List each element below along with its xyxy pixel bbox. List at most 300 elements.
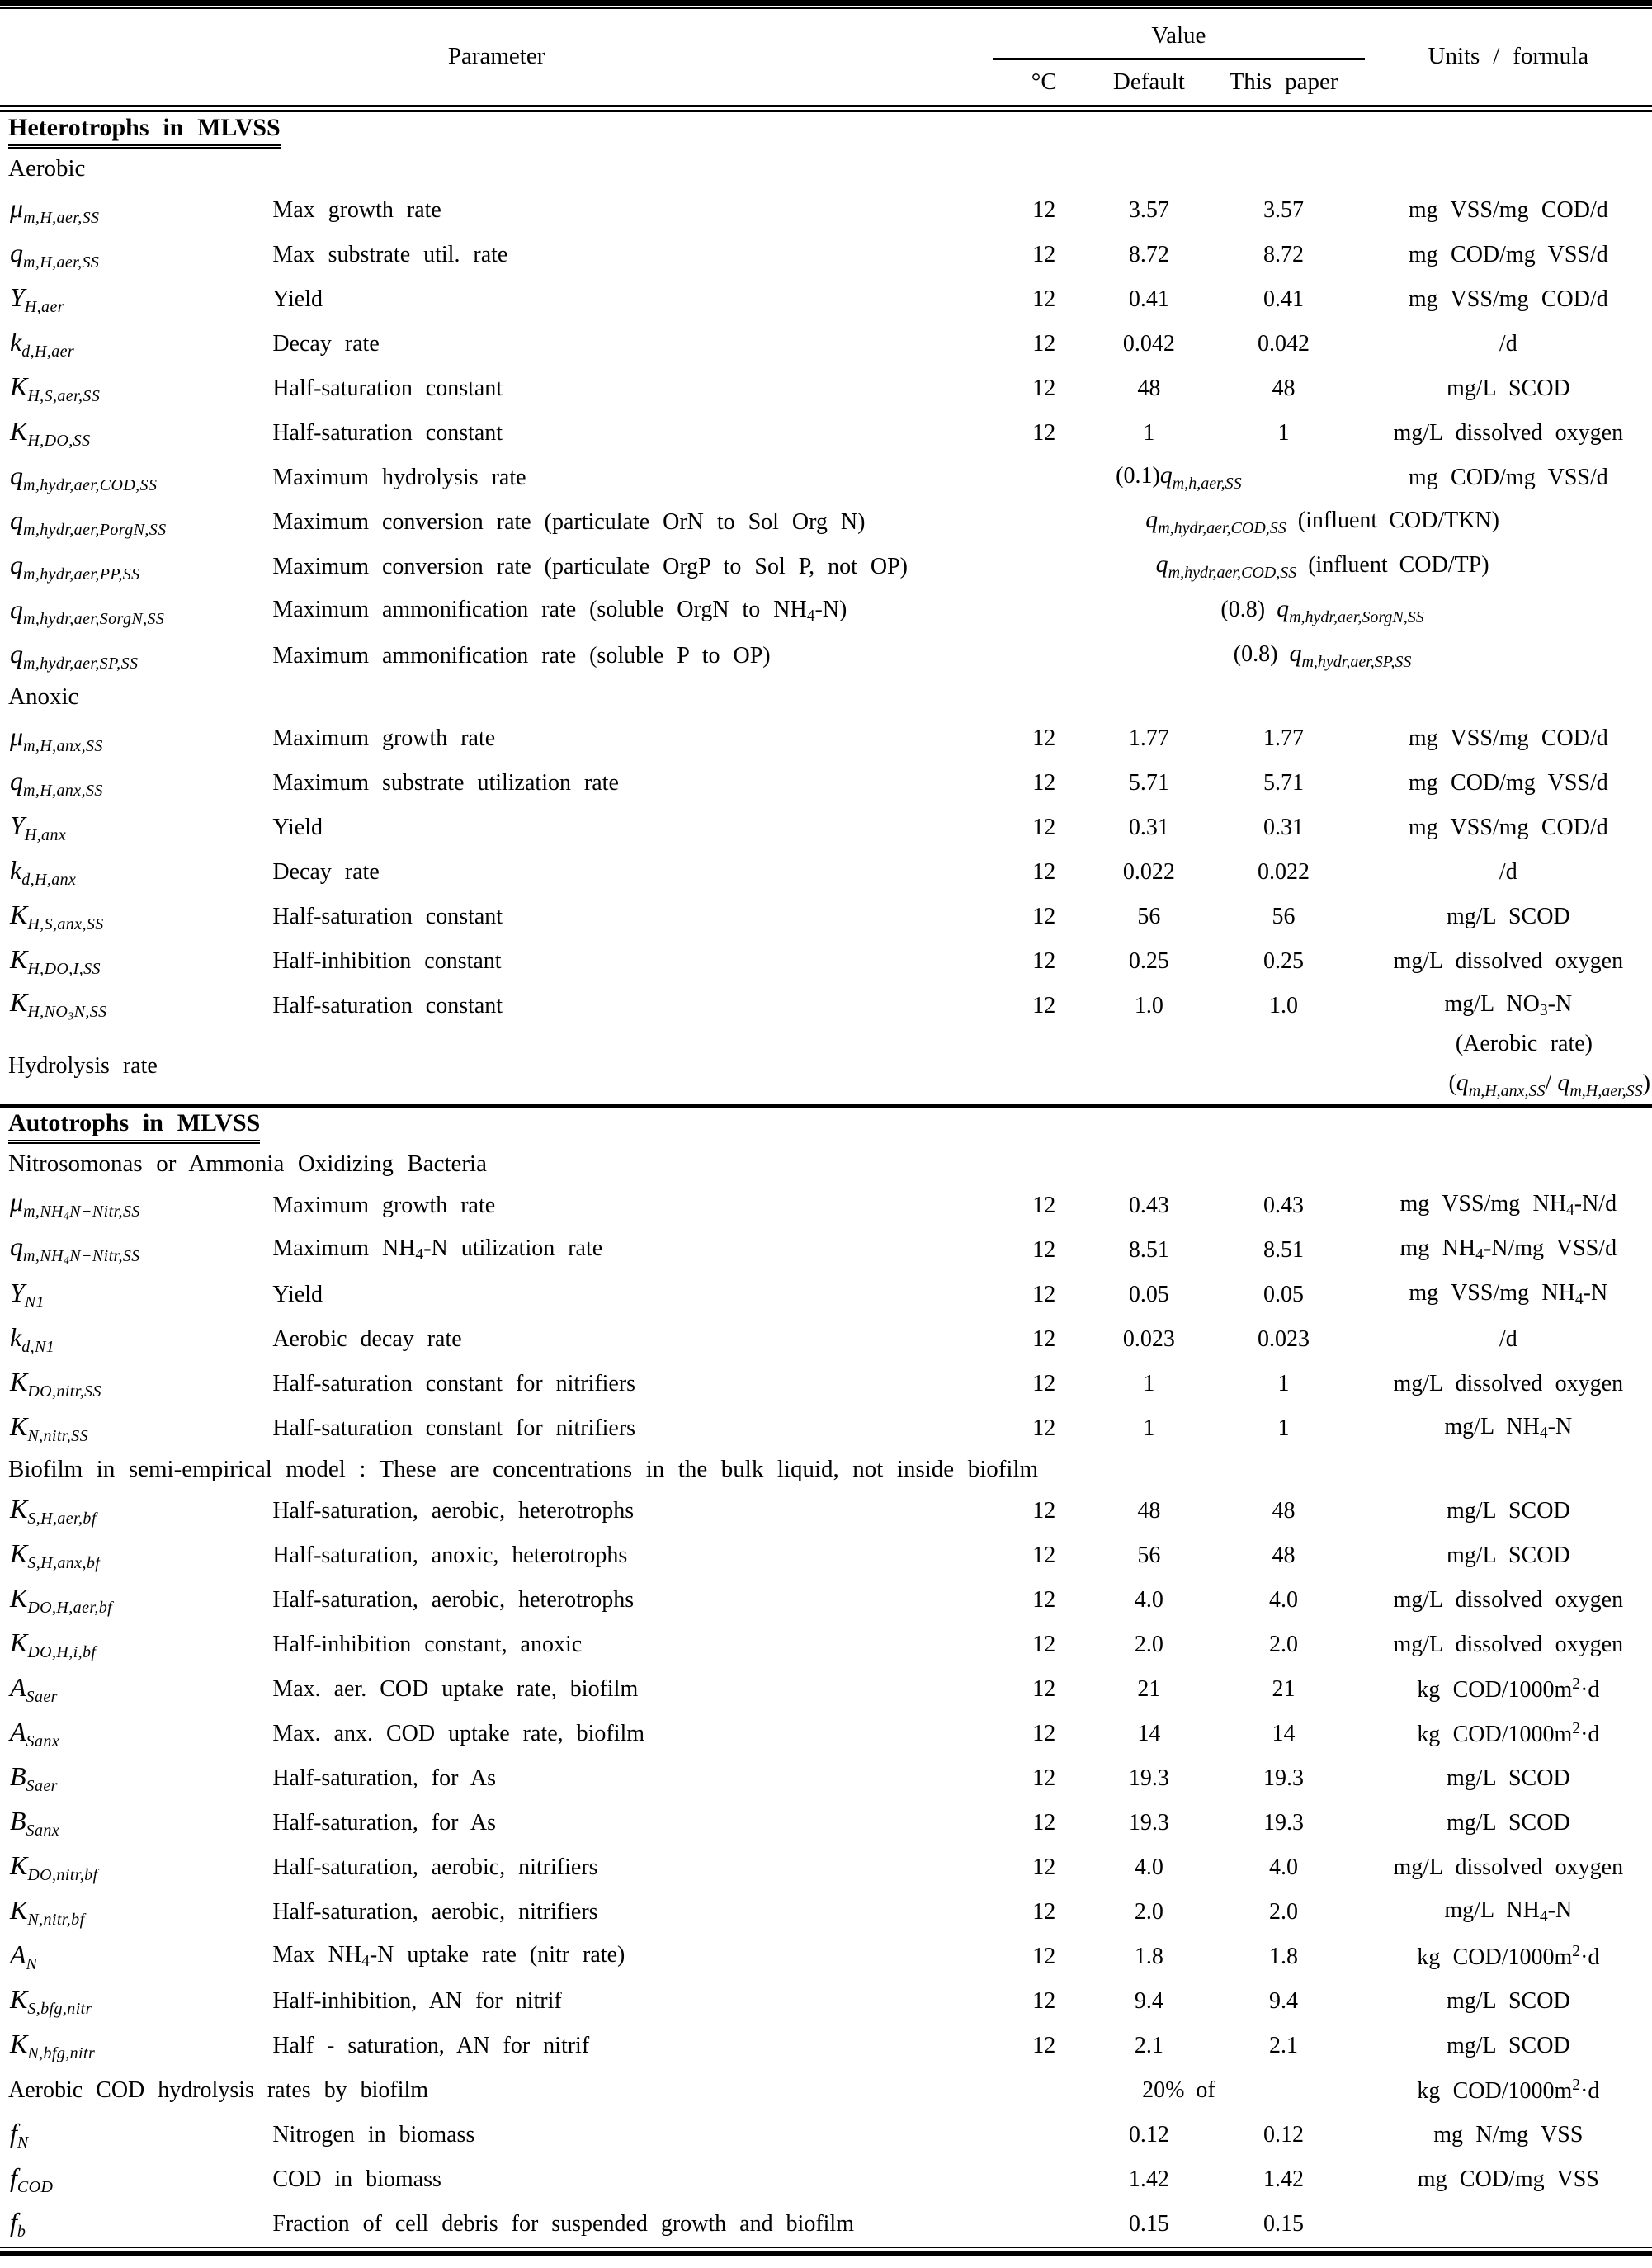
param-description: Half-saturation constant for nitrifiers — [272, 1415, 636, 1441]
param-symbol: $\mu_{m,H,anx,SS}$ — [10, 721, 103, 755]
units-value: mg COD/mg VSS/d — [1408, 464, 1608, 490]
temperature-value: 12 — [1032, 1854, 1056, 1880]
formula-value: $(0.1)q_{m,h,aer,SS}$ — [1116, 461, 1242, 493]
percent-value: 20% of — [1142, 2077, 1215, 2103]
temperature-value: 12 — [1032, 1370, 1056, 1396]
units-formula — [993, 1028, 1652, 1106]
temperature-value: 12 — [1032, 725, 1056, 751]
this-paper-value: 0.023 — [1258, 1325, 1310, 1352]
units-value: kg COD/$1000m^2\cdot d$ — [1417, 1719, 1600, 1747]
section-label-cell: Nitrosomonas or Ammonia Oxidizing Bacteria — [8, 1151, 487, 1177]
section-label-cell — [0, 108, 1652, 150]
temperature-value: 12 — [1032, 1586, 1056, 1613]
temperature-value: 12 — [1032, 196, 1056, 223]
param-description: Maximum growth rate — [272, 725, 496, 751]
units-value: kg COD/$1000m^2\cdot d$ — [1417, 2076, 1600, 2104]
units-value: mg/L SCOD — [1446, 903, 1570, 929]
default-value: 8.72 — [1128, 241, 1169, 267]
table-row — [0, 1756, 1652, 1801]
param-symbol: $f_N$ — [10, 2117, 29, 2152]
section-label-cell: Aerobic — [8, 155, 86, 182]
param-symbol: $q_{m,hydr,aer,COD,SS}$ — [10, 460, 158, 494]
param-description: Half-inhibition constant, anoxic — [272, 1631, 583, 1657]
param-description: Maximum substrate utilization rate — [272, 769, 619, 796]
this-paper-value: 9.4 — [1269, 1987, 1299, 2014]
temperature-value: 12 — [1032, 1720, 1056, 1746]
table-row — [0, 634, 1652, 678]
default-value: 0.31 — [1128, 814, 1169, 840]
default-value: 0.25 — [1128, 947, 1169, 974]
section-title: Autotrophs in MLVSS — [8, 1109, 260, 1144]
default-value: 19.3 — [1128, 1765, 1169, 1791]
param-symbol: $A_{Sanx}$ — [10, 1716, 60, 1751]
param-description: Maximum growth rate — [272, 1192, 496, 1218]
table-row — [0, 2157, 1652, 2202]
table-row — [0, 108, 1652, 150]
param-description: Maximum conversion rate (particulate OrgP to Sol P, not OP) — [272, 553, 908, 579]
units-value: mg VSS/mg COD/d — [1408, 286, 1608, 312]
this-paper-value: 14 — [1272, 1720, 1296, 1746]
this-paper-value: 1.77 — [1263, 725, 1305, 751]
section-title: Heterotrophs in MLVSS — [8, 114, 281, 149]
temperature-value: 12 — [1032, 1765, 1056, 1791]
table-row — [0, 716, 1652, 761]
section-label-cell: Biofilm in semi-empirical model : These are concentrations in the bulk liquid, not inside biofilm — [8, 1456, 1039, 1482]
temperature-value: 12 — [1032, 241, 1056, 267]
param-description: Max substrate util. rate — [272, 241, 508, 267]
param-symbol: $q_{m,hydr,aer,SorgN,SS}$ — [10, 593, 165, 628]
units-value: mg/L SCOD — [1446, 1497, 1570, 1524]
param-symbol: $K_{H,NO_3N,SS}$ — [10, 987, 107, 1023]
temperature-value — [993, 2202, 1095, 2247]
param-symbol: $q_{m,NH_4N-Nitr,SS}$ — [10, 1231, 140, 1268]
units-value: mg COD/mg VSS/d — [1408, 769, 1608, 796]
param-symbol: $k_{d,N1}$ — [10, 1321, 55, 1356]
param-description: Half-saturation, aerobic, nitrifiers — [272, 1854, 598, 1880]
temperature-value: 12 — [1032, 1542, 1056, 1568]
param-description: Half - saturation, AN for nitrif — [272, 2032, 590, 2058]
param-symbol: $q_{m,hydr,aer,SP,SS}$ — [10, 638, 139, 673]
formula-value: $q_{m,hydr,aer,COD,SS}$ (influent COD/TKN) — [1145, 506, 1499, 537]
param-symbol: $\mu_{m,NH_4N-Nitr,SS}$ — [10, 1187, 140, 1223]
default-value: 56 — [1137, 903, 1161, 929]
param-description: Yield — [272, 814, 323, 840]
default-value: 0.41 — [1128, 286, 1169, 312]
table-row — [0, 1623, 1652, 1667]
param-description: Half-saturation, for As — [272, 1809, 496, 1836]
temperature-value — [993, 2113, 1095, 2157]
temperature-value: 12 — [1032, 1631, 1056, 1657]
param-description: Half-saturation, aerobic, heterotrophs — [272, 1497, 635, 1524]
this-paper-value: 8.51 — [1263, 1236, 1305, 1263]
param-symbol: $k_{d,H,anx}$ — [10, 854, 77, 889]
table-row — [0, 2068, 1652, 2113]
param-description: Decay rate — [272, 858, 380, 885]
this-paper-value: 5.71 — [1263, 769, 1305, 796]
table-row — [0, 545, 1652, 589]
temperature-value: 12 — [1032, 769, 1056, 796]
this-paper-value: 1.8 — [1269, 1943, 1299, 1969]
param-symbol: $K_{H,S,anx,SS}$ — [10, 899, 104, 933]
param-description: Half-inhibition, AN for nitrif — [272, 1987, 562, 2014]
default-value: 0.022 — [1122, 858, 1175, 885]
default-value: 48 — [1137, 375, 1161, 401]
param-symbol: $K_{S,H,aer,bf}$ — [10, 1493, 97, 1528]
units-value: mg VSS/mg COD/d — [1408, 196, 1608, 223]
table-row — [0, 1890, 1652, 1935]
param-description: Max growth rate — [272, 196, 441, 223]
temperature-value: 12 — [1032, 375, 1056, 401]
param-symbol: $K_{H,S,aer,SS}$ — [10, 371, 101, 405]
units-value: mg/L dissolved oxygen — [1393, 947, 1624, 974]
default-value: 21 — [1137, 1675, 1161, 1702]
temperature-value: 12 — [1032, 286, 1056, 312]
this-paper-value: 8.72 — [1263, 241, 1305, 267]
units-value: mg COD/mg VSS/d — [1408, 241, 1608, 267]
value-group-header — [993, 9, 1364, 60]
table-body — [0, 108, 1652, 2247]
table-row — [0, 984, 1652, 1028]
this-paper-value: 0.05 — [1263, 1281, 1305, 1307]
param-description: Half-saturation constant for nitrifiers — [272, 1370, 636, 1396]
table-row — [0, 277, 1652, 322]
units-value: mg/L SCOD — [1446, 1765, 1570, 1791]
default-value: 1.8 — [1134, 1943, 1163, 1969]
param-description: COD in biomass — [272, 2166, 441, 2192]
this-paper-value: 48 — [1272, 1497, 1296, 1524]
param-symbol: $f_{COD}$ — [10, 2162, 54, 2196]
param-description: Aerobic decay rate — [272, 1325, 462, 1352]
units-value: /d — [1499, 1325, 1517, 1352]
units-value: /d — [1499, 858, 1517, 885]
param-description: Maximum conversion rate (particulate OrN to Sol Org N) — [272, 508, 866, 535]
temperature-value: 12 — [1032, 1236, 1056, 1263]
param-symbol: $q_{m,H,anx,SS}$ — [10, 765, 103, 800]
this-paper-value: 0.41 — [1263, 286, 1305, 312]
temperature-value: 12 — [1032, 1943, 1056, 1969]
table-row — [0, 1489, 1652, 1533]
top-rule — [0, 0, 1652, 9]
default-value: 0.042 — [1122, 330, 1175, 357]
default-value: 1.77 — [1128, 725, 1169, 751]
units-value: /d — [1499, 330, 1517, 357]
temperature-value: 12 — [1032, 903, 1056, 929]
temperature-column-header: °C — [993, 60, 1095, 108]
temperature-value: 12 — [1032, 1675, 1056, 1702]
units-value: mg VSS/mg $NH_4-N/d$ — [1399, 1191, 1617, 1219]
param-symbol: $\mu_{m,H,aer,SS}$ — [10, 192, 100, 227]
units-value: mg VSS/mg $NH_4-N$ — [1409, 1280, 1608, 1308]
table-row — [0, 411, 1652, 456]
this-paper-value: 1.42 — [1263, 2166, 1305, 2192]
temperature-value: 12 — [1032, 419, 1056, 446]
default-value: 48 — [1137, 1497, 1161, 1524]
param-description: Yield — [272, 1281, 323, 1307]
table-row — [0, 366, 1652, 411]
temperature-value: 12 — [1032, 1325, 1056, 1352]
param-symbol: $q_{m,hydr,aer,PorgN,SS}$ — [10, 504, 167, 539]
units-value: mg/L $NO_3-N$ — [1444, 991, 1573, 1019]
temperature-value: 12 — [1032, 2032, 1056, 2058]
default-value: 2.0 — [1134, 1631, 1163, 1657]
table-row — [0, 150, 1652, 188]
default-value: 56 — [1137, 1542, 1161, 1568]
default-value: 5.71 — [1128, 769, 1169, 796]
this-paper-value: 4.0 — [1269, 1586, 1299, 1613]
default-value: 14 — [1137, 1720, 1161, 1746]
param-description: Half-saturation constant — [272, 903, 503, 929]
param-description: Max. aer. COD uptake rate, biofilm — [272, 1675, 639, 1702]
section-label-cell: Anoxic — [8, 683, 79, 710]
units-value: mg/L SCOD — [1446, 1987, 1570, 2014]
bottom-rule — [0, 2247, 1652, 2256]
temperature-value: 12 — [1032, 1898, 1056, 1925]
table-row — [0, 2113, 1652, 2157]
table-row — [0, 1979, 1652, 2024]
param-symbol: $Y_{N1}$ — [10, 1277, 45, 1311]
section-label-cell — [0, 1106, 1652, 1146]
this-paper-value: 2.0 — [1269, 1898, 1299, 1925]
units-value: mg/L $NH_4-N$ — [1444, 1897, 1573, 1925]
units-value: mg/L dissolved oxygen — [1393, 1586, 1624, 1613]
table-row — [0, 806, 1652, 850]
param-symbol: $k_{d,H,aer}$ — [10, 326, 75, 361]
param-description: Max. anx. COD uptake rate, biofilm — [272, 1720, 645, 1746]
table-row — [0, 1935, 1652, 1979]
aerobic-rate-note: (Aerobic rate) — [1455, 1031, 1593, 1056]
temperature-value: 12 — [1032, 947, 1056, 974]
temperature-value: 12 — [1032, 1281, 1056, 1307]
default-value: 1.42 — [1128, 2166, 1169, 2192]
default-value: 0.023 — [1122, 1325, 1175, 1352]
table-row — [0, 233, 1652, 277]
default-value: 9.4 — [1134, 1987, 1163, 2014]
this-paper-value: 0.15 — [1263, 2210, 1305, 2237]
default-value: 0.12 — [1128, 2121, 1169, 2148]
this-paper-value: 0.25 — [1263, 947, 1305, 974]
param-symbol: $K_{S,H,anx,bf}$ — [10, 1538, 101, 1572]
param-description: Maximum ammonification rate (soluble P to OP) — [272, 642, 771, 669]
table-row — [0, 500, 1652, 545]
temperature-value: 12 — [1032, 1192, 1056, 1218]
default-value: 2.0 — [1134, 1898, 1163, 1925]
rate-ratio-formula: ($q_{m,H,anx,SS}/$ $q_{m,H,aer,SS}$) — [1448, 1069, 1650, 1100]
param-symbol: $K_{DO,H,aer,bf}$ — [10, 1582, 113, 1617]
this-paper-column-header: This paper — [1202, 60, 1364, 108]
default-value: 1 — [1143, 419, 1155, 446]
table-row — [0, 1028, 1652, 1106]
table-row — [0, 1712, 1652, 1756]
formula-value: (0.8) $q_{m,hydr,aer,SP,SS}$ — [1233, 640, 1412, 671]
param-symbol: $A_N$ — [10, 1939, 38, 1973]
default-value: 3.57 — [1128, 196, 1169, 223]
this-paper-value: 2.0 — [1269, 1631, 1299, 1657]
parameter-table — [0, 9, 1652, 2247]
units-value: mg/L dissolved oxygen — [1393, 419, 1624, 446]
param-symbol: $K_{N,nitr,bf}$ — [10, 1894, 85, 1929]
units-value: mg/L dissolved oxygen — [1393, 1854, 1624, 1880]
table-row — [0, 1451, 1652, 1489]
units-value: mg/L dissolved oxygen — [1393, 1631, 1624, 1657]
param-description: Fraction of cell debris for suspended growth and biofilm — [272, 2210, 854, 2237]
param-description: Half-saturation constant — [272, 992, 503, 1018]
table-row — [0, 678, 1652, 716]
param-symbol: $K_{H,DO,I,SS}$ — [10, 943, 101, 978]
this-paper-value: 3.57 — [1263, 196, 1305, 223]
parameter-column-header: Parameter — [0, 9, 993, 108]
param-symbol: $K_{DO,nitr,bf}$ — [10, 1850, 98, 1884]
this-paper-value: 4.0 — [1269, 1854, 1299, 1880]
param-description: Maximum hydrolysis rate — [272, 464, 526, 490]
table-row — [0, 895, 1652, 939]
default-value: 2.1 — [1134, 2032, 1163, 2058]
temperature-value: 12 — [1032, 1415, 1056, 1441]
default-value: 1 — [1143, 1370, 1155, 1396]
temperature-value: 12 — [1032, 1497, 1056, 1524]
table-row — [0, 1845, 1652, 1890]
table-row — [0, 1228, 1652, 1273]
this-paper-value: 0.022 — [1258, 858, 1310, 885]
default-value: 0.15 — [1128, 2210, 1169, 2237]
this-paper-value: 56 — [1272, 903, 1296, 929]
this-paper-value: 0.12 — [1263, 2121, 1305, 2148]
temperature-value: 12 — [1032, 858, 1056, 885]
units-value: kg COD/$1000m^2\cdot d$ — [1417, 1675, 1600, 1703]
param-description: Yield — [272, 286, 323, 312]
table-row — [0, 1184, 1652, 1228]
this-paper-value: 1 — [1277, 1370, 1290, 1396]
table-row — [0, 1801, 1652, 1845]
value-group-label: Value — [993, 22, 1364, 60]
param-symbol: $f_b$ — [10, 2206, 26, 2241]
param-symbol: $K_{N,nitr,SS}$ — [10, 1410, 88, 1445]
param-description: Max $NH_4-N$ uptake rate (nitr rate) — [272, 1942, 625, 1970]
param-symbol: $K_{DO,nitr,SS}$ — [10, 1366, 101, 1401]
table-row — [0, 1578, 1652, 1623]
param-symbol: $B_{Sanx}$ — [10, 1805, 60, 1840]
units-value: mg/L SCOD — [1446, 2032, 1570, 2058]
default-value: 8.51 — [1128, 1236, 1169, 1263]
table-row — [0, 589, 1652, 634]
temperature-value: 12 — [1032, 1809, 1056, 1836]
param-symbol: $q_{m,H,aer,SS}$ — [10, 237, 100, 272]
units-value: mg VSS/mg COD/d — [1408, 814, 1608, 840]
table-row — [0, 1667, 1652, 1712]
table-row — [0, 761, 1652, 806]
param-symbol: $q_{m,hydr,aer,PP,SS}$ — [10, 549, 140, 584]
temperature-value: 12 — [1032, 330, 1056, 357]
this-paper-value: 1.0 — [1269, 992, 1299, 1018]
default-value: 0.43 — [1128, 1192, 1169, 1218]
units-value: mg COD/mg VSS — [1417, 2166, 1599, 2192]
units-value: mg/L SCOD — [1446, 375, 1570, 401]
table-row — [0, 1273, 1652, 1317]
param-description: Half-saturation, for As — [272, 1765, 496, 1791]
param-description: Maximum $NH_4-N$ utilization rate — [272, 1236, 603, 1264]
param-description: Maximum ammonification rate (soluble OrgN to $NH_4-N$) — [272, 597, 847, 625]
default-value: 4.0 — [1134, 1586, 1163, 1613]
table-row — [0, 1317, 1652, 1362]
table-row — [0, 188, 1652, 233]
param-symbol: $Y_{H,aer}$ — [10, 281, 64, 316]
temperature-value: 12 — [1032, 1987, 1056, 2014]
units-value: mg/L SCOD — [1446, 1542, 1570, 1568]
table-row — [0, 1406, 1652, 1451]
this-paper-value: 0.43 — [1263, 1192, 1305, 1218]
default-value: 1 — [1143, 1415, 1155, 1441]
this-paper-value: 48 — [1272, 375, 1296, 401]
param-symbol: $K_{H,DO,SS}$ — [10, 415, 91, 450]
param-description: Half-saturation, aerobic, heterotrophs — [272, 1586, 635, 1613]
param-description: Half-saturation constant — [272, 375, 503, 401]
param-description: Half-inhibition constant — [272, 947, 502, 974]
units-value: mg N/mg VSS — [1433, 2121, 1584, 2148]
param-symbol: $A_{Saer}$ — [10, 1671, 58, 1706]
formula-value: $q_{m,hydr,aer,COD,SS}$ (influent COD/TP) — [1155, 550, 1489, 582]
param-symbol: $K_{DO,H,i,bf}$ — [10, 1627, 97, 1661]
this-paper-value: 0.31 — [1263, 814, 1305, 840]
default-value: 0.05 — [1128, 1281, 1169, 1307]
table-row — [0, 850, 1652, 895]
units-value: kg COD/$1000m^2\cdot d$ — [1417, 1942, 1600, 1970]
temperature-value: 12 — [1032, 992, 1056, 1018]
this-paper-value: 2.1 — [1269, 2032, 1299, 2058]
units-value: mg $NH_4-N/mg$ VSS/d — [1399, 1236, 1617, 1264]
row-label: Aerobic COD hydrolysis rates by biofilm — [8, 2077, 429, 2103]
formula-value: (0.8) $q_{m,hydr,aer,SorgN,SS}$ — [1220, 595, 1424, 626]
this-paper-value: 19.3 — [1263, 1765, 1305, 1791]
table-header — [0, 9, 1652, 108]
units-value — [1365, 2202, 1652, 2247]
param-description: Half-saturation, anoxic, heterotrophs — [272, 1542, 628, 1568]
table-row — [0, 939, 1652, 984]
this-paper-value: 0.042 — [1258, 330, 1310, 357]
units-value: mg/L SCOD — [1446, 1809, 1570, 1836]
table-row — [0, 1146, 1652, 1184]
this-paper-value: 1 — [1277, 1415, 1290, 1441]
this-paper-value: 21 — [1272, 1675, 1296, 1702]
table-row — [0, 2202, 1652, 2247]
default-column-header: Default — [1095, 60, 1202, 108]
param-symbol: $K_{S,bfg,nitr}$ — [10, 1983, 92, 2018]
param-symbol: $Y_{H,anx}$ — [10, 810, 67, 844]
units-column-header: Units / formula — [1365, 9, 1652, 108]
param-description: Half-saturation constant — [272, 419, 503, 446]
table-row — [0, 322, 1652, 366]
default-value: 1.0 — [1134, 992, 1163, 1018]
default-value: 4.0 — [1134, 1854, 1163, 1880]
table-row — [0, 456, 1652, 500]
table-row — [0, 1533, 1652, 1578]
param-symbol: $B_{Saer}$ — [10, 1760, 58, 1795]
row-label: Hydrolysis rate — [8, 1052, 158, 1079]
units-value: mg/L $NH_4-N$ — [1444, 1414, 1573, 1442]
temperature-value — [993, 2157, 1095, 2202]
this-paper-value: 1 — [1277, 419, 1290, 446]
param-symbol: $K_{N,bfg,nitr}$ — [10, 2028, 96, 2062]
units-value: mg/L dissolved oxygen — [1393, 1370, 1624, 1396]
table-row — [0, 1362, 1652, 1406]
table-row — [0, 1106, 1652, 1146]
units-value: mg VSS/mg COD/d — [1408, 725, 1608, 751]
table-row — [0, 2024, 1652, 2068]
temperature-value: 12 — [1032, 814, 1056, 840]
this-paper-value: 19.3 — [1263, 1809, 1305, 1836]
param-description: Half-saturation, aerobic, nitrifiers — [272, 1898, 598, 1925]
param-description: Decay rate — [272, 330, 380, 357]
param-description: Nitrogen in biomass — [272, 2121, 475, 2148]
default-value: 19.3 — [1128, 1809, 1169, 1836]
